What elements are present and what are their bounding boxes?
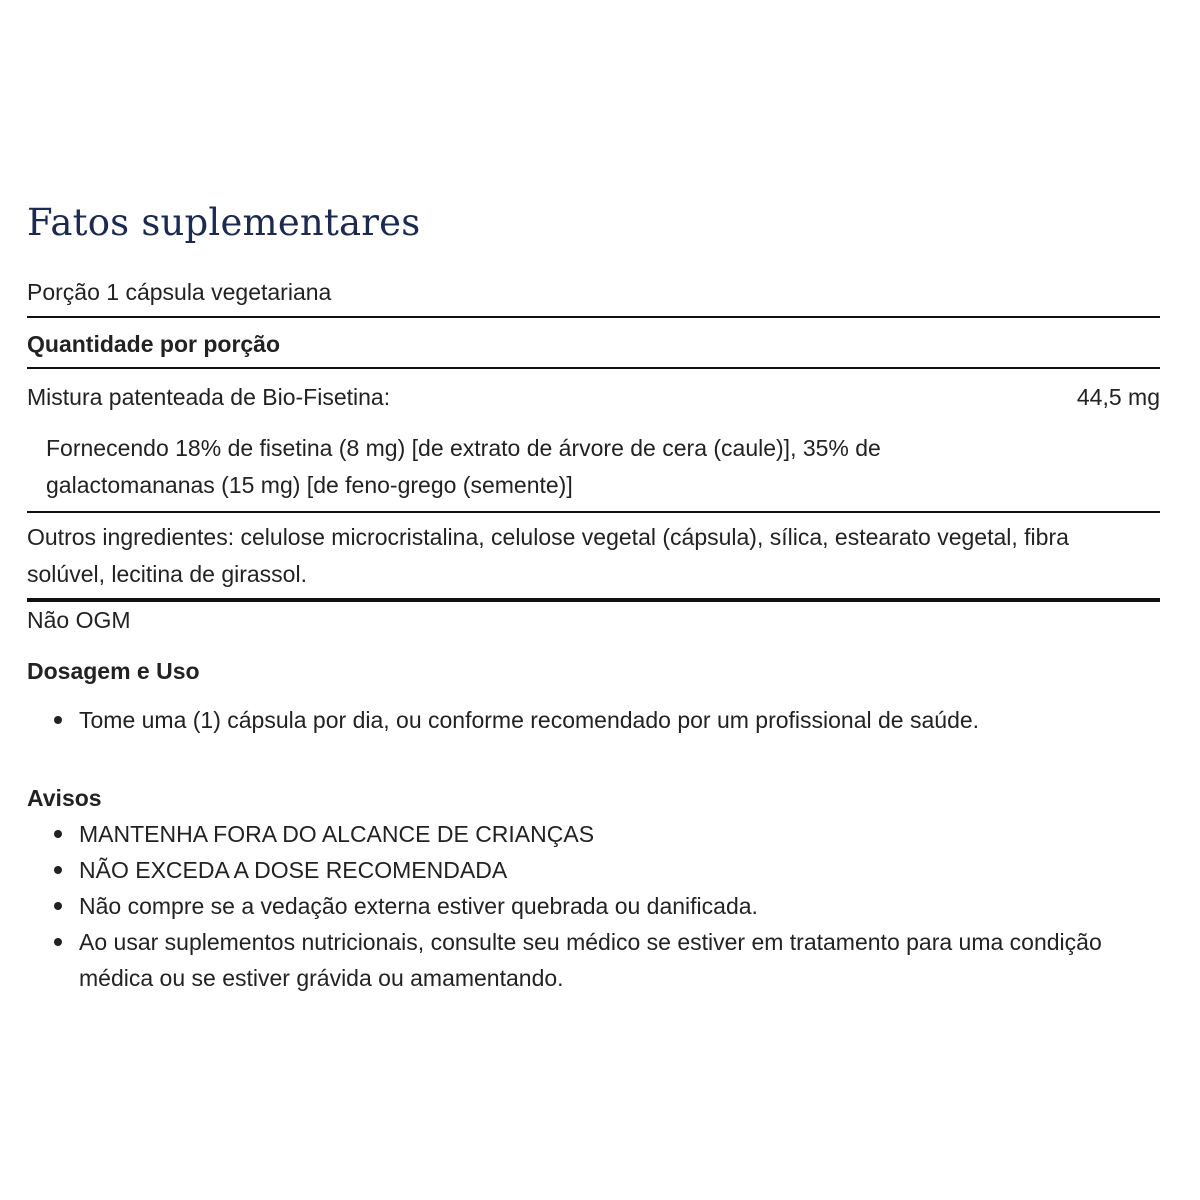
warning-item-text: Não compre se a vedação externa estiver quebrada ou danificada.: [79, 893, 758, 919]
warnings-heading: Avisos: [27, 785, 102, 811]
other-ingredients: Outros ingredientes: celulose microcristalina, celulose vegetal (cápsula), sílica, estearato vegetal, fibra solúvel, lecitina de girassol.: [27, 524, 1069, 587]
warning-item-text: MANTENHA FORA DO ALCANCE DE CRIANÇAS: [79, 821, 595, 847]
amount-per-serving-header: Quantidade por porção: [27, 331, 281, 357]
blend-amount: 44,5 mg: [1076, 384, 1160, 410]
blend-detail: Fornecendo 18% de fisetina (8 mg) [de extrato de árvore de cera (caule)], 35% de galactomananas (15 mg) [de feno-grego (semente)]: [46, 435, 881, 498]
list-item: [27, 888, 1160, 924]
dosage-item-text: Tome uma (1) cápsula por dia, ou conforme recomendado por um profissional de saúde.: [79, 707, 980, 733]
bullet-icon: [54, 830, 62, 838]
divider-rule-thick: [27, 598, 1160, 602]
page-title: Fatos suplementares: [27, 201, 421, 244]
serving-size: Porção 1 cápsula vegetariana: [27, 279, 332, 305]
warning-item-text: NÃO EXCEDA A DOSE RECOMENDADA: [79, 857, 508, 883]
list-item: [27, 852, 1160, 888]
bullet-icon: [54, 902, 62, 910]
list-item: [27, 924, 1160, 996]
blend-name: Mistura patenteada de Bio-Fisetina:: [27, 384, 391, 410]
non-gmo-label: Não OGM: [27, 607, 131, 633]
divider-rule: [27, 511, 1160, 513]
list-item: [27, 702, 1160, 738]
dosage-heading: Dosagem e Uso: [27, 658, 200, 684]
warning-item-text: Ao usar suplementos nutricionais, consulte seu médico se estiver em tratamento para uma condição médica ou se estiver grávida ou amamentando.: [79, 929, 1102, 991]
bullet-icon: [54, 866, 62, 874]
divider-rule: [27, 367, 1160, 369]
dosage-list: [27, 702, 1160, 738]
divider-rule: [27, 316, 1160, 318]
list-item: [27, 816, 1160, 852]
warnings-list: [27, 816, 1160, 996]
bullet-icon: [54, 716, 62, 724]
bullet-icon: [54, 938, 62, 946]
